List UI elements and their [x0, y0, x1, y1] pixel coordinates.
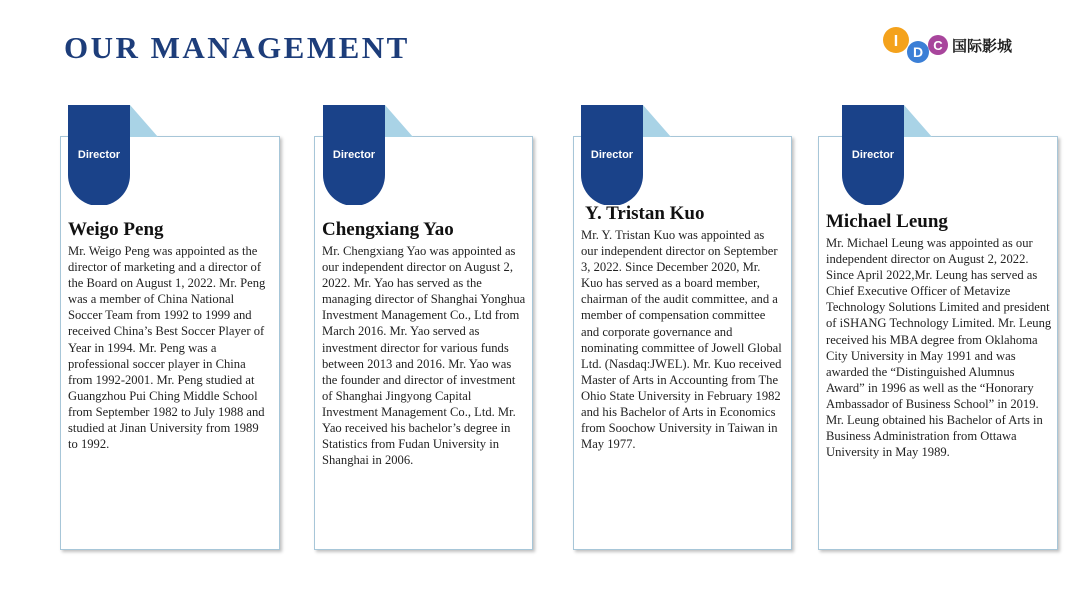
logo-letter-i: I	[893, 33, 899, 50]
director-tab	[68, 105, 130, 205]
idc-logo-mark	[880, 22, 952, 70]
director-name: Michael Leung	[826, 211, 948, 232]
director-bio: Mr. Weigo Peng was appointed as the director of marketing and a director of the Board on August 1, 2022. Mr. Peng was a member of China National Soccer Team from 1992 to 1999 and received China’s Best Soccer Player of Year in 1994. Mr. Peng was a professional soccer player in China from 1992-2001. Mr. Peng studied at Guangzhou Pui Ching Middle School from September 1982 to July 1988 and studied at Jinan University from 1989 to 1992.	[68, 244, 266, 452]
logo-brand-text: 国际影城	[952, 37, 1013, 55]
director-tab	[581, 105, 643, 205]
director-tab-label: Director	[332, 149, 376, 161]
director-bio: Mr. Michael Leung was appointed as our independent director on August 2, 2022. Since April 2022,Mr. Leung has served as Chief Executive Officer of Metavize Technology Solutions Limited and president of iSHANG Technology Limited. Mr. Leung received his MBA degree from Oklahoma City University in May 1991 and was awarded the “Distinguished Alumnus Award” in 1996 as well as the “Honorary Ambassador of Business School” in 2019. Mr. Leung obtained his Bachelor of Arts in Business Administration from Ottawa University in May 1989.	[826, 236, 1052, 460]
director-tab-label: Director	[590, 149, 634, 161]
director-tab	[842, 105, 904, 205]
director-name: Weigo Peng	[68, 219, 164, 240]
logo-letter-d: D	[912, 44, 924, 60]
director-tab-label: Director	[851, 149, 895, 161]
page-title: OUR MANAGEMENT	[64, 30, 410, 65]
director-tab	[323, 105, 385, 205]
director-name: Chengxiang Yao	[322, 219, 454, 240]
director-bio: Mr. Chengxiang Yao was appointed as our independent director on August 2, 2022. Mr. Yao has served as the managing director of Shanghai Yonghua Investment Management Co., Ltd from March 2016. Mr. Yao served as investment director for various funds between 2013 and 2016. Mr. Yao was the founder and director of investment of Shanghai Jingyong Capital Investment Management Co., Ltd. Mr. Yao received his bachelor’s degree in Statistics from Fudan University in Shanghai in 2006.	[322, 244, 526, 468]
director-bio: Mr. Y. Tristan Kuo was appointed as our independent director on September 3, 2022. Since December 2020, Mr. Kuo has served as a board member, chairman of the audit committee, and a member of compensation committee and corporate governance and nominating committee of Jowell Global Ltd. (Nasdaq:JWEL). Mr. Kuo received Master of Arts in Accounting from The Ohio State University in February 1982 and his Bachelor of Arts in Economics from Soochow University in Taiwan in May 1977.	[581, 228, 782, 452]
logo-letter-c: C	[933, 38, 943, 53]
director-name: Y. Tristan Kuo	[585, 203, 705, 224]
company-logo	[880, 22, 1040, 70]
director-tab-label: Director	[77, 149, 121, 161]
